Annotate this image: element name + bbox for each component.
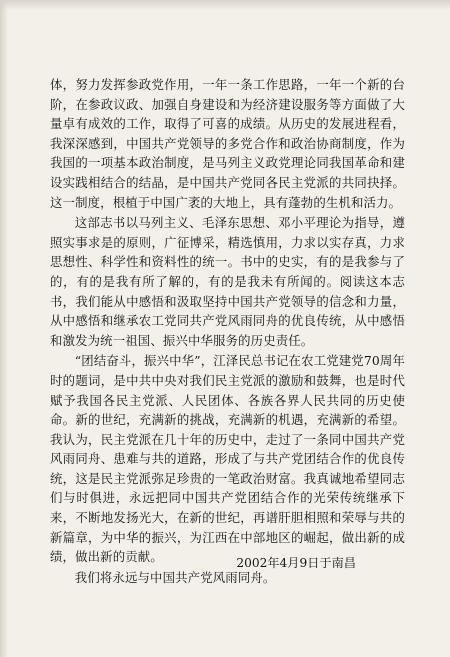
paragraph-1: 体，努力发挥参政党作用，一年一条工作思路，一年一个新的台阶，在参政议政、加强自身建设和为经济建设服务等方面做了大量卓有成效的工作，取得了可喜的成绩。从历史的发展进程看，我深深感到，中国共产党领导的多党合作和政治协商制度，作为我国的一项基本政治制度，是马列主义政党理论同我国革命和建设实践相结合的结晶，是中国共产党同各民主党派的共同抉择。这一制度，根植于中国广袤的大地上，具有蓬勃的生机和活力。 bbox=[50, 77, 405, 210]
signature-date-place: 2002年4月9日于南昌 bbox=[236, 556, 356, 570]
paragraph-2: 这部志书以马列主义、毛泽东思想、邓小平理论为指导，遵照实事求是的原则，广征博采，精选慎用，力求以实存真，力求思想性、科学性和资料性的统一。书中的史实，有的是我参与了的，有的是我有所了解的，有的是我未有所闻的。阅读这本志书，我们能从中感悟和汲取坚持中国共产党领导的信念和力量，从中感悟和继承农工党同共产党风雨同舟的优良传统，从中感悟和激发为统一祖国、振兴中华服务的历史责任。 bbox=[50, 215, 405, 348]
paragraph-3: “团结奋斗，振兴中华”，江泽民总书记在农工党建党70周年时的题词，是中共中央对我们民主党派的激励和鼓舞，也是时代赋予我国各民主党派、人民团体、各族各界人民共同的历史使命。新的世纪，充满新的挑战，充满新的机遇，充满新的希望。我认为，民主党派在几十年的历史中，走过了一条同中国共产党风雨同舟、患难与共的道路，形成了与共产党团结合作的优良传统，这是民主党派弥足珍贵的一笔政治财富。我真诚地希望同志们与时俱进，永远把同中国共产党团结合作的光荣传统继承下来，不断地发扬光大，在新的世纪，再谱肝胆相照和荣辱与共的新篇章，为中华的振兴，为江西在中部地区的崛起，做出新的成绩，做出新的贡献。 bbox=[50, 353, 405, 565]
document-body bbox=[50, 75, 405, 587]
paragraph-4: 我们将永远与中国共产党风雨同舟。 bbox=[74, 569, 276, 585]
scan-shadow-left bbox=[0, 0, 8, 657]
scan-shadow-top bbox=[0, 0, 450, 10]
